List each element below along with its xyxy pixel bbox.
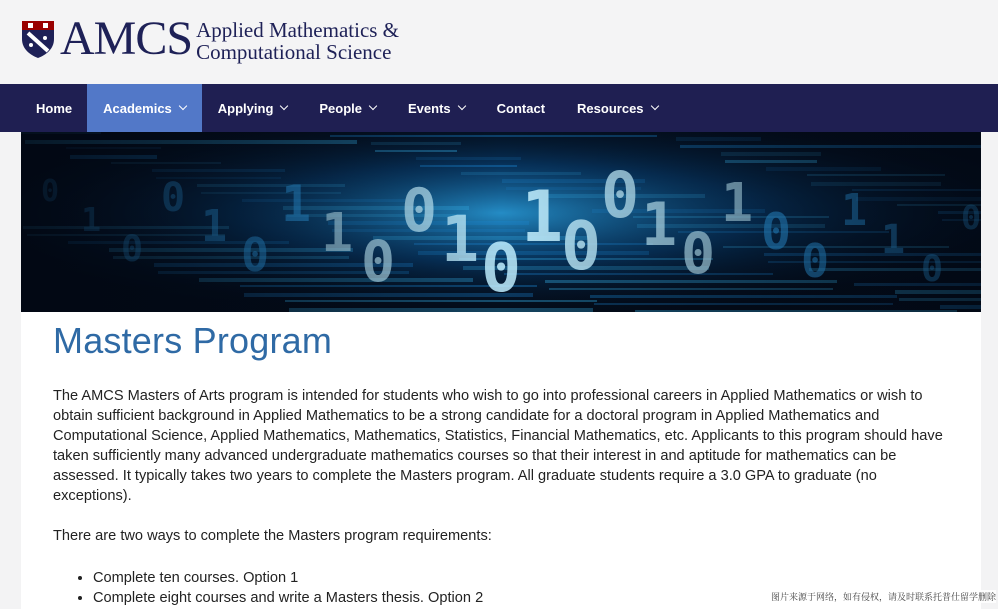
intro-paragraph: The AMCS Masters of Arts program is intended for students who wish to go into professional careers in Applied Mathematics or wish to obtain sufficient background in Applied Mathematics to be a strong candidate for a doctoral program in Applied Mathematics and Computational Science, Applied Mathematics, Mathematics, Statistics, Financial Mathematics, etc. Applicants to this program should have taken sufficiently many advanced undergraduate mathematics courses so that their interest in and aptitude for mathematics can be assessed. It typically takes two years to complete the Masters program. All graduate students require a 3.0 GPA to graduate (no exceptions).	[53, 388, 943, 504]
logo-subtitle	[196, 19, 399, 63]
option-text: Complete ten courses.	[93, 570, 240, 586]
logo-acronym: AMCS	[60, 12, 193, 65]
main-nav	[0, 84, 998, 132]
main-content	[21, 312, 981, 609]
nav-item-resources[interactable]	[561, 84, 673, 132]
nav-item-label: Contact	[496, 100, 546, 116]
nav-item-academics[interactable]	[87, 84, 202, 132]
chevron-down-icon	[280, 102, 288, 110]
chevron-down-icon	[179, 102, 187, 110]
nav-item-label: Academics	[103, 100, 172, 116]
option-1-link[interactable]: Option 1	[243, 570, 299, 586]
logo-subtitle-line1: Applied Mathematics &	[196, 18, 400, 42]
chevron-down-icon	[369, 102, 377, 110]
page-title: Masters Program	[53, 320, 333, 361]
requirements-lead: There are two ways to complete the Masters program requirements:	[53, 528, 492, 544]
site-logo[interactable]	[20, 14, 399, 64]
option-text: Complete eight courses and write a Masters thesis.	[93, 590, 424, 606]
requirement-options	[53, 568, 483, 608]
nav-item-home[interactable]	[0, 84, 87, 132]
option-item	[93, 588, 483, 608]
chevron-down-icon	[457, 102, 465, 110]
logo-subtitle-line2: Computational Science	[196, 40, 392, 64]
nav-item-people[interactable]	[303, 84, 392, 132]
penn-shield-icon	[20, 19, 56, 59]
nav-item-label: Resources	[577, 100, 644, 116]
hero-banner	[21, 132, 981, 312]
nav-item-applying[interactable]	[202, 84, 304, 132]
option-2-link[interactable]: Option 2	[428, 590, 484, 606]
nav-item-contact[interactable]	[481, 84, 561, 132]
binary-code-banner-image	[21, 132, 981, 312]
nav-item-label: Applying	[217, 100, 274, 116]
nav-item-label: People	[319, 100, 363, 116]
image-watermark: 图片来源于网络，如有侵权，请及时联系托普仕留学删除	[771, 590, 996, 603]
site-header	[0, 0, 998, 84]
option-item	[93, 568, 483, 588]
nav-item-label: Home	[36, 100, 73, 116]
chevron-down-icon	[650, 102, 658, 110]
nav-item-label: Events	[408, 100, 451, 116]
nav-item-events[interactable]	[392, 84, 481, 132]
